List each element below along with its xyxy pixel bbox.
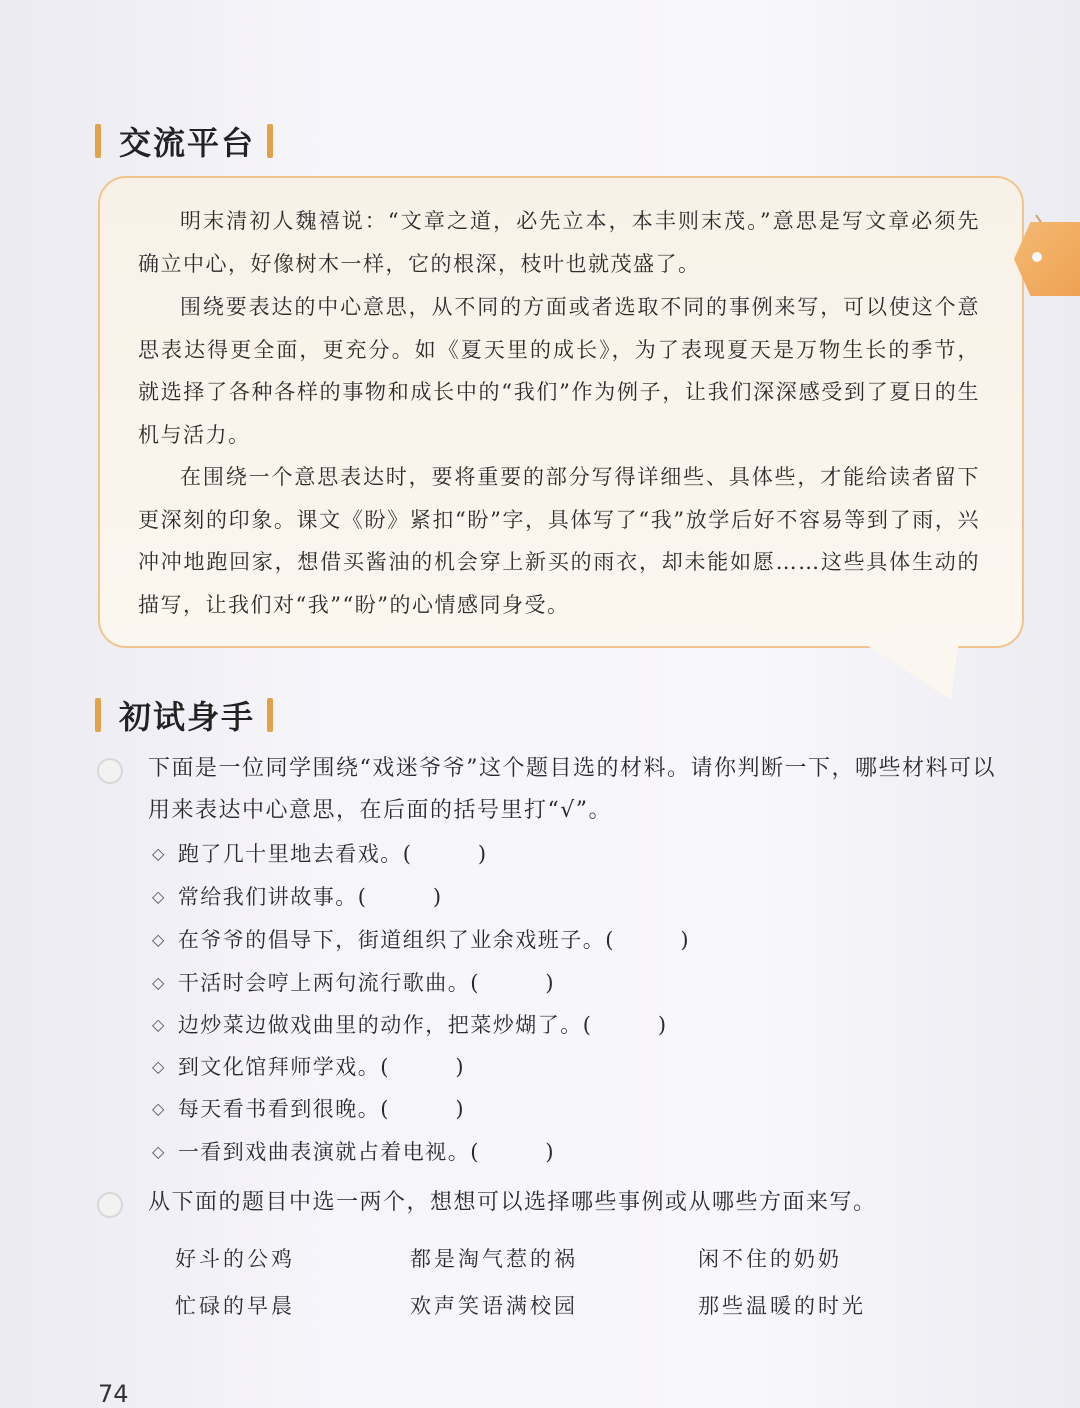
option-item (152, 881, 443, 911)
question-1-text: 下面是一位同学围绕“戏迷爷爷”这个题目选的材料。请你判断一下，哪些材料可以用来表达中心意思，在后面的括号里打“√”。 (148, 756, 996, 823)
section-title: 初试身手 (119, 698, 256, 736)
option-label: 跑了几十里地去看戏。( ) (177, 842, 488, 866)
option-item (152, 1136, 555, 1166)
topic-item: 那些温暖的时光 (698, 1294, 866, 1318)
speech-bubble-tail (859, 640, 981, 700)
paragraph-2: 围绕要表达的中心意思，从不同的方面或者选取不同的事例来写，可以使这个意思表达得更全面，更充分。如《夏天里的成长》，为了表现夏天是万物生长的季节，就选择了各种各样的事物和成长中的“我们”作为例子，让我们深深感受到了夏日的生机与活力。 (138, 295, 980, 447)
topic-item: 好斗的公鸡 (175, 1247, 295, 1271)
option-item (152, 967, 555, 997)
option-item (152, 1093, 465, 1123)
diamond-bullet-icon: ◇ (152, 1141, 166, 1161)
diamond-bullet-icon: ◇ (152, 929, 166, 949)
option-label: 到文化馆拜师学戏。( ) (177, 1055, 466, 1079)
question-number-icon (97, 1192, 123, 1218)
option-item (152, 1009, 668, 1039)
section-heading-practice (95, 692, 273, 738)
option-item (152, 838, 488, 868)
topic-item: 闲不住的奶奶 (698, 1247, 842, 1271)
tag-hole (1032, 252, 1042, 262)
question-2-text: 从下面的题目中选一两个，想想可以选择哪些事例或从哪些方面来写。 (148, 1190, 877, 1215)
option-label: 常给我们讲故事。( ) (177, 885, 443, 909)
topic-item: 都是淘气惹的祸 (410, 1247, 578, 1271)
diamond-bullet-icon: ◇ (152, 972, 166, 992)
heading-bar-right (267, 698, 273, 732)
heading-bar-right (267, 124, 273, 158)
diamond-bullet-icon: ◇ (152, 1098, 166, 1118)
diamond-bullet-icon: ◇ (152, 886, 166, 906)
section-title: 交流平台 (119, 124, 256, 162)
option-label: 干活时会哼上两句流行歌曲。( ) (177, 971, 556, 995)
option-item (152, 924, 690, 954)
section-heading-exchange (95, 118, 273, 164)
diamond-bullet-icon: ◇ (152, 1014, 166, 1034)
topic-item: 忙碌的早晨 (175, 1294, 295, 1318)
page-number: 74 (98, 1380, 129, 1408)
heading-bar-left (95, 124, 101, 158)
option-label: 在爷爷的倡导下，街道组织了业余戏班子。( ) (177, 928, 691, 952)
topic-item: 欢声笑语满校园 (410, 1294, 578, 1318)
option-item (152, 1051, 465, 1081)
diamond-bullet-icon: ◇ (152, 1056, 166, 1076)
diamond-bullet-icon: ◇ (152, 843, 166, 863)
heading-bar-left (95, 698, 101, 732)
option-label: 边炒菜边做戏曲里的动作，把菜炒煳了。( ) (177, 1013, 668, 1037)
option-label: 每天看书看到很晚。( ) (177, 1097, 466, 1121)
question-number-icon (97, 758, 123, 784)
option-label: 一看到戏曲表演就占着电视。( ) (177, 1140, 556, 1164)
paragraph-1: 明末清初人魏禧说：“文章之道，必先立本，本丰则末茂。”意思是写文章必须先确立中心，好像树木一样，它的根深，枝叶也就茂盛了。 (138, 209, 980, 276)
paragraph-3: 在围绕一个意思表达时，要将重要的部分写得详细些、具体些，才能给读者留下更深刻的印象。课文《盼》紧扣“盼”字，具体写了“我”放学后好不容易等到了雨，兴冲冲地跑回家，想借买酱油的机会穿上新买的雨衣，却未能如愿……这些具体生动的描写，让我们对“我”“盼”的心情感同身受。 (138, 465, 980, 617)
